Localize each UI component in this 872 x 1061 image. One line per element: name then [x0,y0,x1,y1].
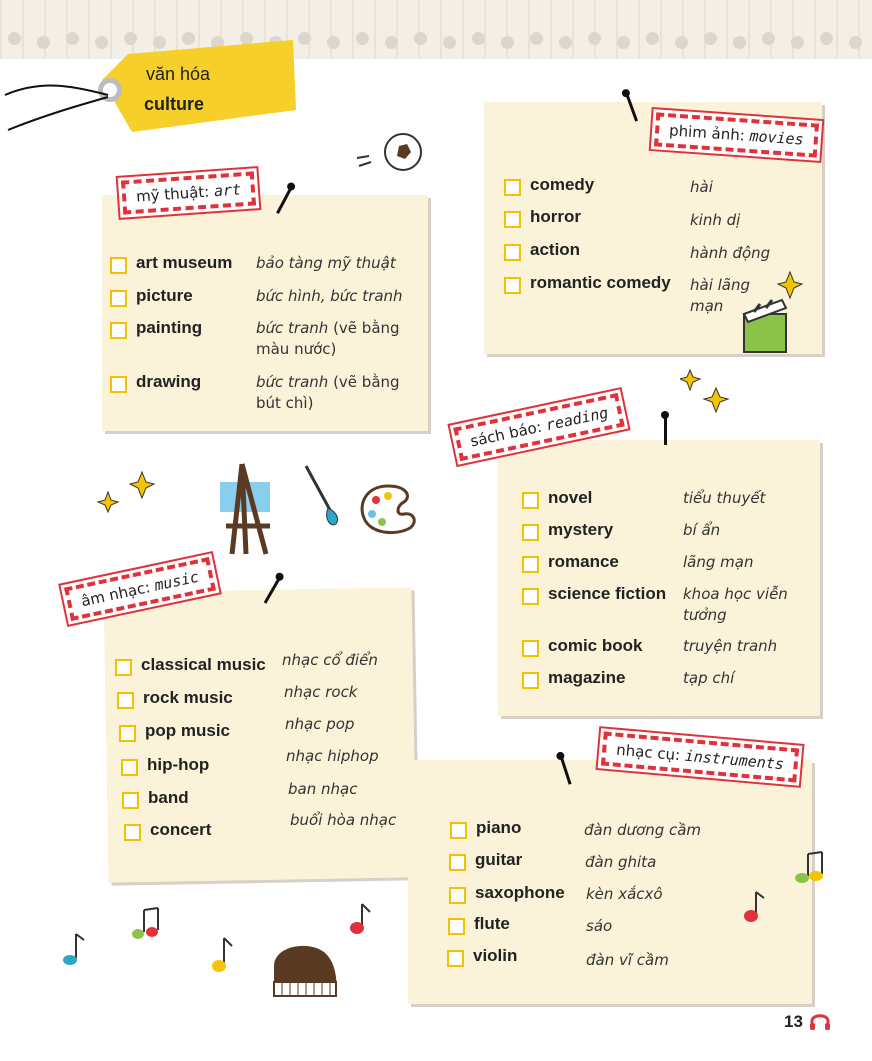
reading-row [522,488,592,509]
movies-row [504,175,594,196]
term: painting [136,318,203,337]
music-note-icon [210,936,240,976]
translation-italic: bí ẩn [683,521,721,539]
translation [683,488,765,509]
checkbox[interactable] [449,887,466,904]
music-tag-en: music [152,567,201,595]
piano-icon [268,936,342,1006]
instruments-tag-en: instruments [684,746,785,774]
term: action [530,240,581,259]
translation-note: (vẽ bằng màu nước) [256,319,400,358]
paintbrush-icon [300,462,345,532]
binder-hole [414,32,427,45]
music-row [115,655,266,676]
translation [690,210,740,231]
label-tag-shape [88,40,298,132]
clapperboard-icon [740,270,810,356]
translation [285,714,354,735]
art-row [110,372,201,393]
art-tag-en: art [213,180,242,201]
music-note-icon [740,848,835,928]
translation-italic: nhạc cổ điển [282,651,378,669]
translation-italic: đàn vĩ cầm [586,951,669,969]
checkbox[interactable] [447,950,464,967]
binder-hole [704,32,717,45]
translation [288,779,357,800]
binder-hole [646,32,659,45]
binder-hole [37,36,50,49]
translation-italic: nhạc pop [285,715,355,733]
checkbox[interactable] [522,556,539,573]
music-note-icon [56,904,176,974]
translation [256,318,416,360]
binder-hole [530,32,543,45]
term: mystery [548,520,614,539]
checkbox[interactable] [522,492,539,509]
headphones-icon [808,1010,832,1032]
reading-row [522,520,613,541]
translation [256,286,426,307]
translation [256,372,416,414]
translation-italic: kèn xắcxô [586,885,663,903]
binder-hole [472,32,485,45]
art-tag-vi: mỹ thuật: [135,182,210,206]
checkbox[interactable] [504,179,521,196]
checkbox[interactable] [110,257,127,274]
translation-italic: bức hình, bức tranh [256,287,403,305]
term: romance [548,552,619,571]
translation [585,852,656,873]
reading-row [522,636,642,657]
term: picture [136,286,193,305]
checkbox[interactable] [522,672,539,689]
translation [286,746,379,767]
translation [586,916,612,937]
binder-hole [791,36,804,49]
binder-hole [733,36,746,49]
binder-hole [675,36,688,49]
movies-row [504,273,671,294]
term: guitar [475,850,523,869]
checkbox[interactable] [110,290,127,307]
page-number: 13 [784,1012,803,1031]
translation-italic: buổi hòa nhạc [290,811,397,829]
translation-italic: khoa học viễn tưởng [683,585,788,624]
translation [256,253,426,274]
translation-note: (vẽ bằng bút chì) [256,373,400,412]
translation [690,177,713,198]
checkbox[interactable] [522,524,539,541]
translation [683,520,720,541]
term: science fiction [548,584,667,603]
binder-hole [617,36,630,49]
translation-italic: kinh dị [690,211,741,229]
term: comedy [530,175,595,194]
term: piano [476,818,522,837]
checkbox[interactable] [449,854,466,871]
checkbox[interactable] [117,692,134,709]
term: drawing [136,372,202,391]
checkbox[interactable] [119,725,136,742]
term: romantic comedy [530,273,671,292]
checkbox[interactable] [122,792,139,809]
term: rock music [143,688,233,707]
movies-tag-vi: phim ảnh: [668,121,746,145]
translation [284,682,358,703]
checkbox[interactable] [504,277,521,294]
binder-hole [327,36,340,49]
translation-italic: sáo [586,917,613,935]
translation-italic: ban nhạc [288,780,358,798]
checkbox[interactable] [121,759,138,776]
music-tag-vi: âm nhạc: [79,578,152,611]
reading-row [522,584,666,605]
checkbox[interactable] [124,824,141,841]
art-row [110,286,193,307]
term: magazine [548,668,626,687]
binder-hole [762,32,775,45]
instruments-row [448,914,510,935]
checkbox[interactable] [110,322,127,339]
string-decoration [0,60,110,140]
translation [683,584,808,626]
translation [586,884,663,905]
movies-row [504,240,580,261]
translation-italic: bức tranh [256,319,329,337]
translation [584,820,701,841]
reading-tag-en: reading [544,403,610,435]
translation-italic: nhạc hiphop [286,747,379,765]
term: saxophone [475,883,565,902]
reading-row [522,668,625,689]
reading-row [522,552,619,573]
art-row [110,318,202,339]
checkbox[interactable] [448,918,465,935]
translation-italic: đàn dương cầm [584,821,702,839]
binder-hole [443,36,456,49]
sparkle-icon [96,470,156,520]
checkbox[interactable] [450,822,467,839]
binder-hole [501,36,514,49]
label-en: culture [144,94,205,114]
translation [290,810,396,831]
binder-hole [559,36,572,49]
translation-italic: hành động [690,244,771,262]
term: novel [548,488,593,507]
instruments-tag-vi: nhạc cụ: [615,740,681,765]
music-note-icon [346,902,376,938]
term: art museum [136,253,233,272]
palette-icon [356,482,420,538]
binder-hole [849,36,862,49]
checkbox[interactable] [522,588,539,605]
binder-hole [820,32,833,45]
instruments-row [449,883,565,904]
translation-italic: bảo tàng mỹ thuật [256,254,396,272]
section-label-tag [88,40,298,130]
binder-hole [356,32,369,45]
movies-tag-en: movies [748,126,805,149]
pin-icon [664,415,667,445]
checkbox[interactable] [504,211,521,228]
translation [683,636,777,657]
translation [282,650,378,671]
translation-italic: bức tranh [256,373,329,391]
translation [683,668,734,689]
music-row [122,788,189,809]
checkbox[interactable] [115,659,132,676]
binder-hole [298,32,311,45]
instruments-row [449,850,522,871]
instruments-row [450,818,521,839]
checkbox[interactable] [504,244,521,261]
instruments-row [447,946,517,967]
translation-italic: truyện tranh [683,637,778,655]
translation [586,950,669,971]
music-row [119,721,230,742]
music-row [117,688,233,709]
soccer-ball-icon [355,128,425,178]
translation-italic: lãng mạn [683,553,754,571]
translation-italic: hài [690,178,713,196]
art-row [110,253,232,274]
reading-tag-vi: sách báo: [468,417,544,451]
translation-italic: tạp chí [683,669,735,687]
translation-italic: hài lãng mạn [690,276,751,315]
term: classical music [141,655,266,674]
checkbox[interactable] [110,376,127,393]
music-row [124,820,211,841]
binder-hole [66,32,79,45]
easel-icon [212,460,284,556]
sparkle-icon [680,368,730,418]
term: band [148,788,189,807]
translation-italic: tiểu thuyết [683,489,766,507]
term: flute [474,914,510,933]
term: violin [473,946,518,965]
binder-hole [588,32,601,45]
term: concert [150,820,212,839]
binder-hole [385,36,398,49]
term: horror [530,207,581,226]
music-row [121,755,209,776]
term: pop music [145,721,231,740]
translation [683,552,753,573]
checkbox[interactable] [522,640,539,657]
movies-row [504,207,581,228]
translation-italic: đàn ghita [585,853,657,871]
translation [690,243,770,264]
translation-italic: nhạc rock [284,683,358,701]
binder-hole [8,32,21,45]
label-vi: văn hóa [146,64,211,84]
term: comic book [548,636,643,655]
term: hip-hop [147,755,210,774]
